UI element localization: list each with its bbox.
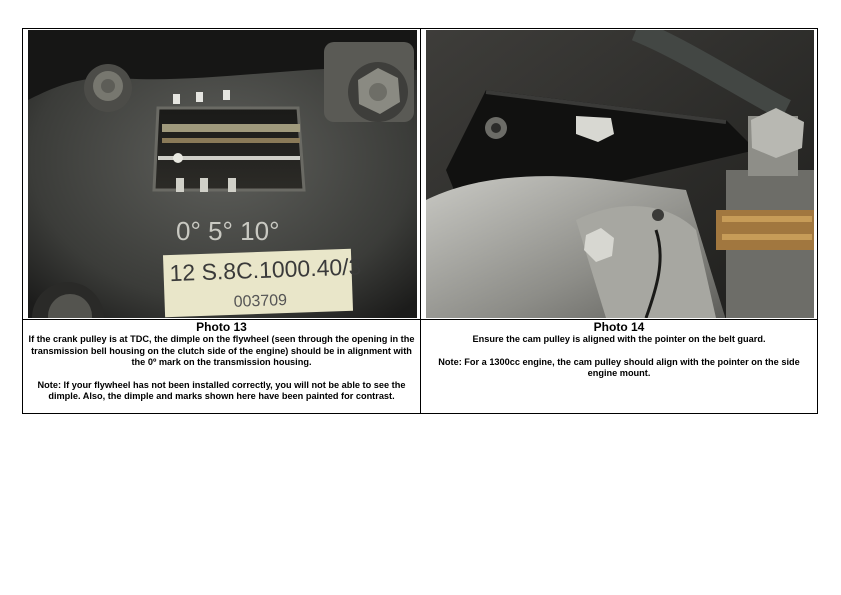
- label-part-number: 12 S.8C.1000.40/3: [169, 253, 362, 287]
- photo-13-title: Photo 13: [196, 320, 247, 334]
- label-serial: 003709: [233, 292, 288, 311]
- photo-14-note: Note: For a 1300cc engine, the cam pulley should align with the pointer on the side engine mount.: [438, 356, 800, 378]
- photo-13-instruction: If the crank pulley is at TDC, the dimple on the flywheel (seen through the opening in the transmission bell housing on the clutch side of the engine) should be in alignment with the 0º mark on the transmission housing.: [28, 334, 415, 367]
- flywheel-photo: [28, 30, 417, 318]
- cam-pulley-photo: [426, 30, 814, 318]
- photo-13-caption: [23, 320, 420, 414]
- degree-marks: 0° 5° 10°: [176, 216, 280, 246]
- photo-table: [22, 28, 818, 414]
- photo-14-title: Photo 14: [593, 320, 645, 334]
- photo-14-image: [426, 30, 814, 318]
- photo-13-image: [28, 30, 417, 318]
- photo-13-note: Note: If your flywheel has not been installed correctly, you will not be able to see the dimple. Also, the dimple and marks shown here have been painted for contrast.: [37, 379, 406, 401]
- photo-14-caption: [421, 320, 817, 414]
- photo-14-instruction: Ensure the cam pulley is aligned with the pointer on the belt guard.: [472, 334, 766, 344]
